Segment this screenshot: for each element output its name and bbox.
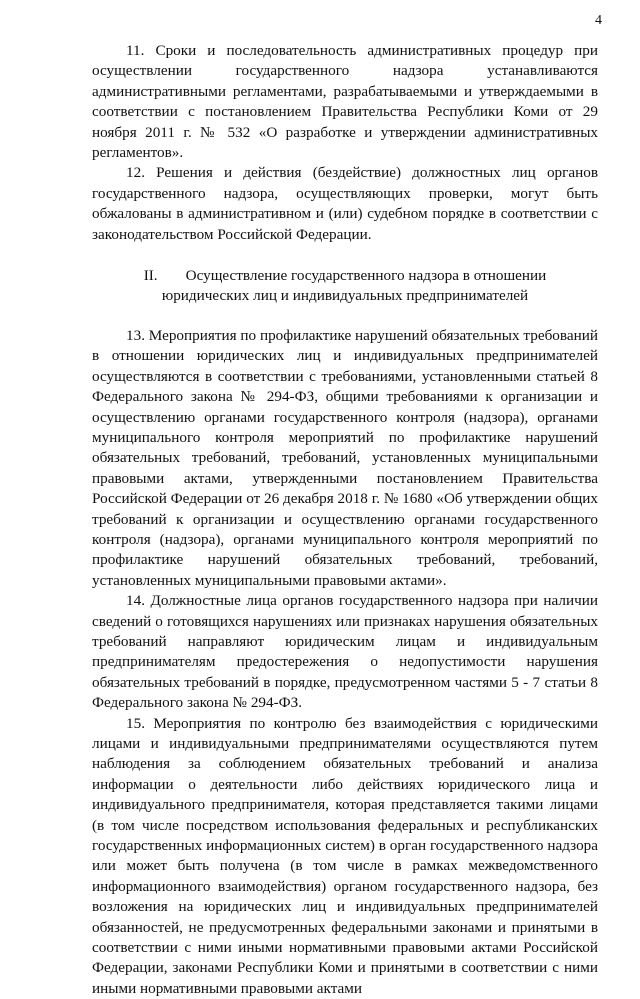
document-body [92,41,598,999]
section-heading [92,266,598,307]
paragraph-12: 12. Решения и действия (бездействие) должностных лиц органов государственного надзора, осуществляющих проверки, могут быть обжалованы в административном и (или) судебном порядке в соответствии с законодательством Российской Федерации. [92,164,598,243]
page-number: 4 [595,13,602,28]
paragraph-13: 13. Мероприятия по профилактике нарушений обязательных требований в отношении юридических лиц и индивидуальных предпринимателей осуществляются в соответствии с требованиями, установленными статьей 8 Федерального закона № 294-ФЗ, общими требованиями к организации и осуществлению органами государственного контроля (надзора), органами муниципального контроля мероприятий по профилактике нарушений обязательных требований, требований, установленных муниципальными правовыми актами, утвержденными постановлением Правительства Российской Федерации от 26 декабря 2018 г. № 1680 «Об утверждении общих требований к организации и осуществлению органами государственного контроля (надзора), органами муниципального контроля мероприятий по профилактике нарушений обязательных требований, требований, установленных муниципальными правовыми актами». [92,326,598,589]
section-title-line-1: Осуществление государственного надзора в отношении [185,267,547,285]
paragraph-11: 11. Сроки и последовательность административных процедур при осуществлении государственного надзора устанавливаются административными регламентами, разрабатываемыми и утверждаемыми в соответствии с постановлением Правительства Республики Коми от 29 ноября 2011 г. № 532 «О разработке и утверждении административных регламентов». [92,42,598,162]
paragraph-14: 14. Должностные лица органов государственного надзора при наличии сведений о готовящихся нарушениях или признаках нарушения обязательных требований направляют юридическим лицам и индивидуальным предпринимателям предостережения о недопустимости нарушения обязательных требований в порядке, предусмотренном частями 5 - 7 статьи 8 Федерального закона № 294-ФЗ. [92,592,598,712]
section-title-line-2: юридических лиц и индивидуальных предпринимателей [161,287,529,305]
section-number: II. [143,267,158,285]
paragraph-15: 15. Мероприятия по контролю без взаимодействия с юридическими лицами и индивидуальными предпринимателями осуществляются путем наблюдения за соблюдением обязательных требований и анализа информации о деятельности либо действиях юридического лица и индивидуального предпринимателя, которая представляется такими лицами (в том числе посредством использования федеральных и республиканских государственных информационных систем) в орган государственного надзора или может быть получена (в том числе в рамках межведомственного информационного взаимодействия) органом государственного надзора, без возложения на юридических лиц и индивидуальных предпринимателей обязанностей, не предусмотренных федеральными законами и принятыми в соответствии с ними иными нормативными правовыми актами Российской Федерации, законами Республики Коми и принятыми в соответствии с ними иными нормативными правовыми актами [92,714,598,997]
